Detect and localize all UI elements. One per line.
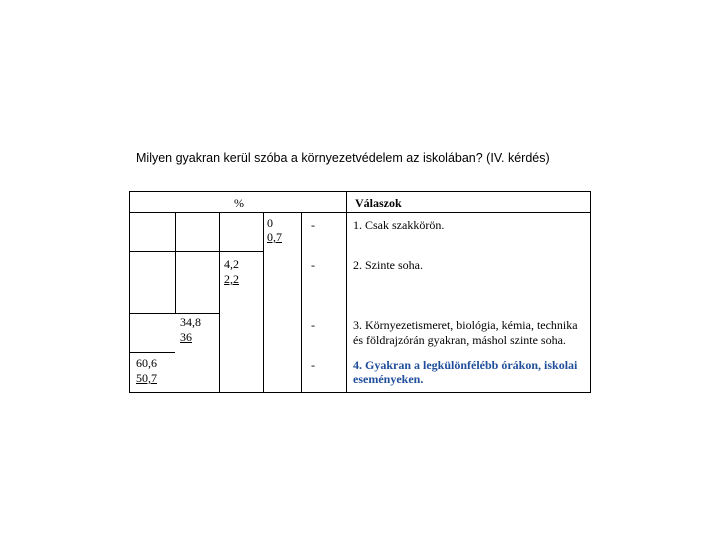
row1-value-2: 0,7 [267,230,282,244]
row3-value-2: 36 [180,330,192,344]
row2-value-1: 4,2 [224,257,239,271]
row4-value-1: 60,6 [136,356,157,370]
stair-v1 [175,212,176,313]
results-table [129,191,591,393]
stair-h3 [130,352,175,353]
row4-answer-line1: 4. Gyakran a legkülönfélébb órákon, iskolai [353,358,578,372]
row4-value-2: 50,7 [136,371,157,385]
row2-dash: - [311,258,315,272]
row2-value-2: 2,2 [224,272,239,286]
header-percent: % [234,196,244,210]
stair-v3 [263,212,264,392]
row3-answer-line1: 3. Környezetismeret, biológia, kémia, technika [353,318,578,332]
row1-value-1: 0 [267,216,273,230]
header-vertical-divider [346,192,347,212]
row4-dash: - [311,358,315,372]
row3-answer-line2: és földrajzórán gyakran, máshol szinte soha. [353,333,566,347]
stair-h1 [130,251,263,252]
header-answers: Válaszok [355,196,402,210]
row1-dash: - [311,218,315,232]
stair-v2 [219,212,220,392]
row2-answer: 2. Szinte soha. [353,258,423,272]
header-divider [130,212,590,213]
row3-value-1: 34,8 [180,315,201,329]
question-title: Milyen gyakran kerül szóba a környezetvédelem az iskolában? (IV. kérdés) [136,151,550,165]
row1-answer: 1. Csak szakkörön. [353,218,445,232]
answer-column-left-border [346,212,347,392]
row3-dash: - [311,318,315,332]
stair-h2 [130,313,219,314]
row4-answer-line2: eseményeken. [353,372,424,386]
dash-column-left-border [301,212,302,392]
